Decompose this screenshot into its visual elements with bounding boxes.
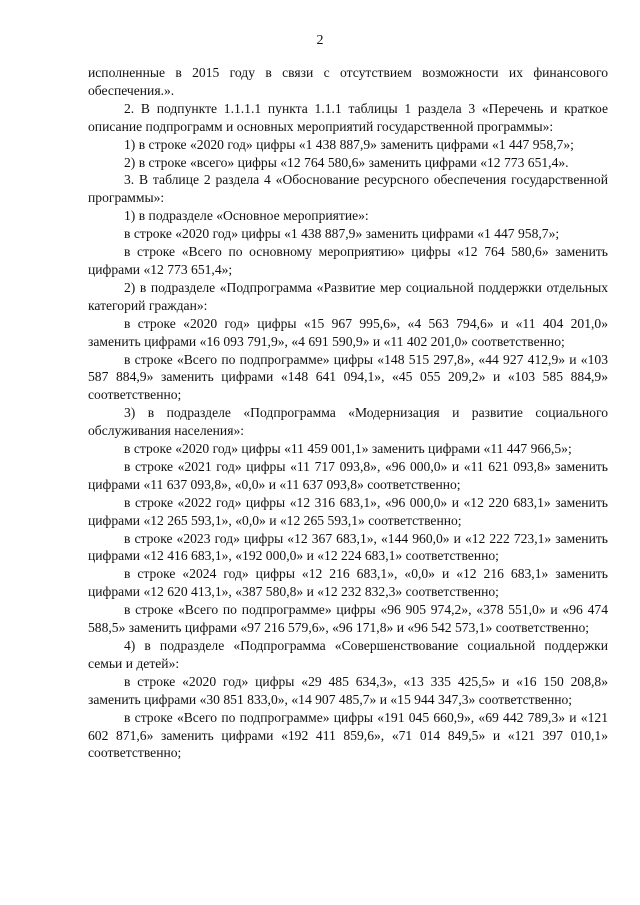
paragraph-18: в строке «Всего по подпрограмме» цифры «96 905 974,2», «378 551,0» и «96 474 588,5» заменить цифрами «97 216 579,6», «96 171,8» и «96 542 573,1» соответственно; bbox=[88, 602, 608, 636]
paragraph-1: исполненные в 2015 году в связи с отсутствием возможности их финансового обеспечения.». bbox=[88, 65, 608, 98]
paragraph-10: в строке «2020 год» цифры «15 967 995,6», «4 563 794,6» и «11 404 201,0» заменить цифрами «16 093 791,9», «4 691 590,9» и «11 402 201,0» соответственно; bbox=[88, 315, 608, 349]
paragraph-13: в строке «2020 год» цифры «11 459 001,1» заменить цифрами «11 447 966,5»; bbox=[124, 441, 572, 457]
paragraph-9: 2) в подразделе «Подпрограмма «Развитие мер социальной поддержки отдельных категорий граждан»: bbox=[88, 279, 608, 313]
paragraph-19: 4) в подразделе «Подпрограмма «Совершенствование социальной поддержки семьи и детей»: bbox=[88, 638, 608, 671]
paragraph-5: 3. В таблице 2 раздела 4 «Обоснование ресурсного обеспечения государственной программы»: bbox=[88, 172, 608, 206]
paragraph-8: в строке «Всего по основному мероприятию» цифры «12 764 580,6» заменить цифрами «12 773 651,4»; bbox=[88, 244, 608, 277]
paragraph-21: в строке «Всего по подпрограмме» цифры «191 045 660,9», «69 442 789,3» и «121 602 871,6» заменить цифрами «192 411 859,6», «71 014 849,5» и «121 397 010,1» соответственно; bbox=[88, 709, 608, 761]
paragraph-4: 2) в строке «всего» цифры «12 764 580,6» заменить цифрами «12 773 651,4». bbox=[124, 154, 569, 170]
paragraph-2: 2. В подпункте 1.1.1.1 пункта 1.1.1 таблицы 1 раздела 3 «Перечень и краткое описание подпрограмм и основных мероприятий государственной программы»: bbox=[88, 100, 608, 134]
paragraph-6: 1) в подразделе «Основное мероприятие»: bbox=[124, 208, 369, 224]
paragraph-3: 1) в строке «2020 год» цифры «1 438 887,9» заменить цифрами «1 447 958,7»; bbox=[124, 136, 574, 152]
paragraph-15: в строке «2022 год» цифры «12 316 683,1», «96 000,0» и «12 220 683,1» заменить цифрами «12 265 593,1», «0,0» и «12 265 593,1» соответственно; bbox=[88, 494, 608, 528]
paragraph-12: 3) в подразделе «Подпрограмма «Модернизация и развитие социального обслуживания населения»: bbox=[88, 405, 608, 439]
document-body bbox=[88, 64, 608, 762]
paragraph-7: в строке «2020 год» цифры «1 438 887,9» заменить цифрами «1 447 958,7»; bbox=[124, 226, 560, 242]
paragraph-14: в строке «2021 год» цифры «11 717 093,8», «96 000,0» и «11 621 093,8» заменить цифрами «11 637 093,8», «0,0» и «11 637 093,8» соответственно; bbox=[88, 458, 608, 492]
paragraph-16: в строке «2023 год» цифры «12 367 683,1», «144 960,0» и «12 222 723,1» заменить цифрами «12 416 683,1», «192 000,0» и «12 224 683,1» соответственно; bbox=[88, 530, 608, 564]
paragraph-11: в строке «Всего по подпрограмме» цифры «148 515 297,8», «44 927 412,9» и «103 587 884,9» заменить цифрами «148 641 094,1», «45 055 209,2» и «103 585 884,9» соответственно; bbox=[88, 351, 608, 403]
page-number: 2 bbox=[316, 33, 324, 48]
paragraph-20: в строке «2020 год» цифры «29 485 634,3», «13 335 425,5» и «16 150 208,8» заменить цифрами «30 851 833,0», «14 907 485,7» и «15 944 347,3» соответственно; bbox=[88, 673, 608, 707]
paragraph-17: в строке «2024 год» цифры «12 216 683,1», «0,0» и «12 216 683,1» заменить цифрами «12 620 413,1», «387 580,8» и «12 232 832,3» соответственно; bbox=[88, 566, 608, 600]
